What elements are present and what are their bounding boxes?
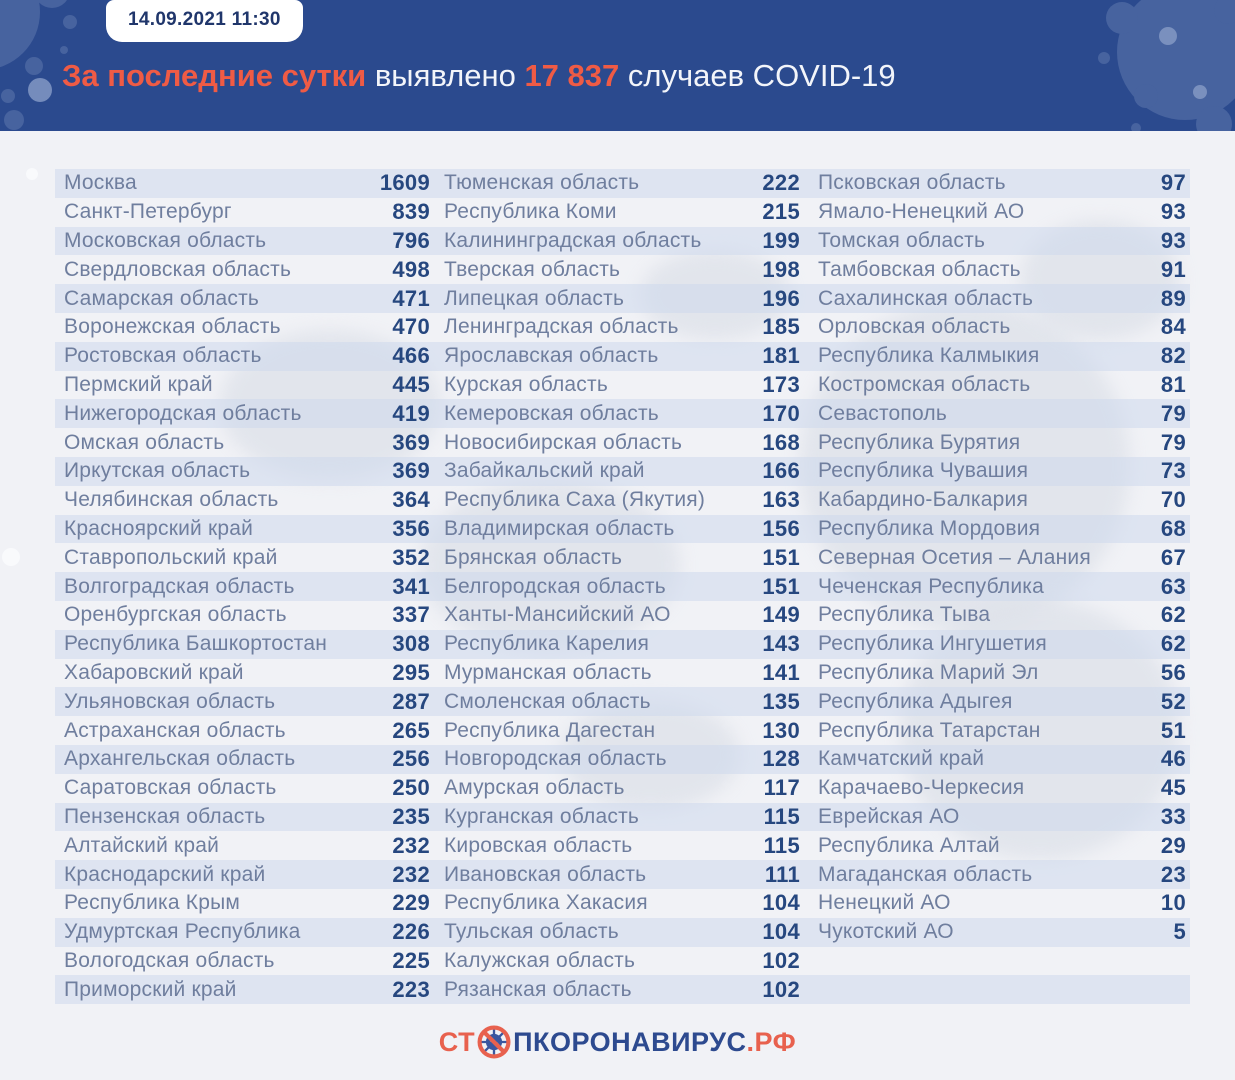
region-value: 97 (1160, 170, 1186, 196)
region-value: 128 (762, 746, 800, 772)
region-cell (818, 631, 1186, 657)
table-row (55, 227, 1190, 256)
logo-mid: ПКОРОНАВИРУС (513, 1026, 747, 1057)
region-cell (55, 977, 430, 1003)
region-value: 93 (1160, 227, 1186, 253)
region-value: 168 (762, 429, 800, 455)
region-value: 166 (762, 458, 800, 484)
region-name: Республика Мордовия (818, 516, 1041, 540)
region-name: Хабаровский край (64, 660, 244, 684)
region-cell (444, 314, 800, 340)
region-name: Карачаево-Черкесия (818, 776, 1025, 800)
region-value: 84 (1160, 314, 1186, 340)
table-row (55, 687, 1190, 716)
table-row (55, 630, 1190, 659)
region-cell (444, 804, 800, 830)
region-name: Алтайский край (64, 833, 220, 857)
region-value: 115 (763, 832, 800, 858)
region-value: 156 (762, 515, 800, 541)
region-value: 839 (392, 199, 430, 225)
region-value: 498 (392, 256, 430, 282)
region-name: Республика Чувашия (818, 459, 1029, 483)
region-value: 130 (762, 717, 800, 743)
region-value: 63 (1160, 573, 1186, 599)
region-table (55, 169, 1190, 1004)
region-cell (444, 516, 800, 542)
region-cell (444, 948, 800, 974)
title-highlight: За последние сутки (62, 58, 367, 93)
region-name: Кемеровская область (444, 401, 659, 425)
region-name: Самарская область (64, 286, 260, 310)
table-row (55, 284, 1190, 313)
region-cell (818, 257, 1186, 283)
region-name: Камчатский край (818, 747, 985, 771)
region-name: Республика Адыгея (818, 689, 1013, 713)
region-name: Кабардино-Балкария (818, 488, 1029, 512)
table-row (55, 947, 1190, 976)
region-cell (444, 343, 800, 369)
region-cell (818, 372, 1186, 398)
region-value: 102 (762, 947, 800, 973)
region-cell (818, 919, 1186, 945)
region-name: Брянская область (444, 545, 623, 569)
table-row (55, 860, 1190, 889)
region-name: Калининградская область (444, 228, 702, 252)
region-value: 223 (392, 976, 430, 1002)
region-cell (818, 516, 1186, 542)
region-value: 104 (762, 919, 800, 945)
title-total-count: 17 837 (524, 58, 620, 93)
region-name: Кировская область (444, 833, 633, 857)
region-name: Ямало-Ненецкий АО (818, 200, 1025, 224)
region-name: Тверская область (444, 257, 621, 281)
region-cell (55, 401, 430, 427)
region-cell (444, 545, 800, 571)
region-name: Пензенская область (64, 804, 266, 828)
region-name: Еврейская АО (818, 804, 960, 828)
region-value: 250 (392, 775, 430, 801)
region-name: Челябинская область (64, 488, 279, 512)
region-cell (55, 833, 430, 859)
region-cell (444, 430, 800, 456)
region-name: Сахалинская область (818, 286, 1034, 310)
region-value: 62 (1160, 602, 1186, 628)
region-value: 226 (392, 919, 430, 945)
region-value: 135 (762, 688, 800, 714)
region-cell (444, 199, 800, 225)
region-value: 222 (762, 170, 800, 196)
region-cell (55, 602, 430, 628)
region-value: 1609 (379, 170, 430, 196)
region-cell (444, 458, 800, 484)
region-cell (818, 401, 1186, 427)
table-row (55, 774, 1190, 803)
region-name: Нижегородская область (64, 401, 302, 425)
region-value: 102 (762, 976, 800, 1002)
region-name: Новгородская область (444, 747, 667, 771)
region-cell (818, 718, 1186, 744)
region-cell (55, 516, 430, 542)
region-cell (444, 602, 800, 628)
region-name: Тюменская область (444, 171, 640, 195)
region-cell (55, 862, 430, 888)
region-cell (55, 170, 430, 196)
region-name: Тамбовская область (818, 257, 1021, 281)
region-cell (55, 746, 430, 772)
region-name: Курганская область (444, 804, 640, 828)
region-name: Владимирская область (444, 516, 675, 540)
region-value: 265 (392, 717, 430, 743)
table-row (55, 543, 1190, 572)
region-cell (444, 746, 800, 772)
region-name: Республика Башкортостан (64, 632, 328, 656)
region-name: Северная Осетия – Алания (818, 545, 1091, 569)
table-row (55, 803, 1190, 832)
region-name: Воронежская область (64, 315, 281, 339)
region-value: 56 (1160, 659, 1186, 685)
region-name: Ханты-Мансийский АО (444, 603, 671, 627)
region-cell (818, 228, 1186, 254)
region-cell (818, 199, 1186, 225)
region-cell (818, 458, 1186, 484)
table-row (55, 889, 1190, 918)
region-cell (444, 487, 800, 513)
region-value: 185 (762, 314, 800, 340)
region-cell (444, 689, 800, 715)
region-cell (818, 833, 1186, 859)
stopcoronavirus-logo (439, 1024, 796, 1060)
region-name: Белгородская область (444, 574, 666, 598)
region-cell (818, 314, 1186, 340)
region-name: Ярославская область (444, 344, 659, 368)
region-value: 287 (392, 688, 430, 714)
region-value: 93 (1160, 199, 1186, 225)
region-value: 352 (392, 544, 430, 570)
region-name: Курская область (444, 372, 608, 396)
region-name: Республика Алтай (818, 833, 1000, 857)
region-name: Республика Коми (444, 200, 617, 224)
region-cell (55, 919, 430, 945)
region-name: Магаданская область (818, 862, 1033, 886)
region-cell (55, 458, 430, 484)
region-name: Астраханская область (64, 718, 286, 742)
region-cell (55, 660, 430, 686)
region-cell (818, 602, 1186, 628)
region-name: Республика Калмыкия (818, 344, 1040, 368)
region-cell (444, 718, 800, 744)
region-cell (55, 487, 430, 513)
region-value: 256 (392, 746, 430, 772)
region-cell (444, 286, 800, 312)
region-name: Чеченская Республика (818, 574, 1044, 598)
region-value: 79 (1160, 429, 1186, 455)
logo-prefix: СТ (438, 1026, 476, 1057)
region-cell (818, 574, 1186, 600)
region-value: 70 (1160, 487, 1186, 513)
region-cell (818, 170, 1186, 196)
region-value: 369 (392, 429, 430, 455)
region-name: Чукотский АО (818, 920, 954, 944)
region-cell (444, 170, 800, 196)
region-cell (55, 199, 430, 225)
region-cell (444, 372, 800, 398)
region-value: 796 (392, 227, 430, 253)
region-value: 337 (392, 602, 430, 628)
region-name: Омская область (64, 430, 225, 454)
title-tail: случаев COVID-19 (619, 58, 896, 93)
region-name: Волгоградская область (64, 574, 295, 598)
region-name: Республика Бурятия (818, 430, 1021, 454)
footer (0, 1024, 1235, 1060)
region-name: Свердловская область (64, 257, 292, 281)
region-name: Москва (64, 171, 137, 195)
region-value: 62 (1160, 631, 1186, 657)
region-cell (55, 718, 430, 744)
region-value: 117 (763, 775, 800, 801)
table-row (55, 572, 1190, 601)
region-value: 89 (1160, 285, 1186, 311)
region-value: 10 (1160, 890, 1186, 916)
region-name: Ростовская область (64, 344, 262, 368)
region-value: 151 (762, 544, 800, 570)
region-value: 45 (1160, 775, 1186, 801)
region-cell (55, 574, 430, 600)
table-row (55, 831, 1190, 860)
region-cell (55, 775, 430, 801)
region-value: 356 (392, 515, 430, 541)
region-value: 91 (1160, 256, 1186, 282)
region-cell (55, 372, 430, 398)
region-name: Тульская область (444, 920, 619, 944)
region-cell (444, 631, 800, 657)
region-name: Оренбургская область (64, 603, 287, 627)
region-value: 82 (1160, 343, 1186, 369)
region-value: 229 (392, 890, 430, 916)
table-row (55, 342, 1190, 371)
logo-suffix: .РФ (746, 1026, 797, 1057)
region-value: 199 (762, 227, 800, 253)
region-value: 196 (762, 285, 800, 311)
region-value: 81 (1160, 371, 1186, 397)
region-value: 471 (392, 285, 430, 311)
table-row (55, 169, 1190, 198)
region-value: 67 (1160, 544, 1186, 570)
region-cell (444, 862, 800, 888)
region-name: Республика Хакасия (444, 891, 648, 915)
region-name: Калужская область (444, 948, 636, 972)
table-row (55, 975, 1190, 1004)
region-cell (444, 833, 800, 859)
region-name: Республика Марий Эл (818, 660, 1039, 684)
region-cell (818, 545, 1186, 571)
region-name: Республика Саха (Якутия) (444, 488, 706, 512)
region-cell (55, 948, 430, 974)
table-row (55, 745, 1190, 774)
region-cell (818, 487, 1186, 513)
region-value: 143 (762, 631, 800, 657)
region-name: Краснодарский край (64, 862, 266, 886)
region-name: Архангельская область (64, 747, 296, 771)
region-cell (444, 228, 800, 254)
region-value: 79 (1160, 400, 1186, 426)
region-value: 141 (762, 659, 800, 685)
region-value: 5 (1173, 919, 1186, 945)
region-value: 369 (392, 458, 430, 484)
region-name: Томская область (818, 228, 986, 252)
region-cell (444, 919, 800, 945)
region-name: Липецкая область (444, 286, 625, 310)
region-value: 419 (392, 400, 430, 426)
region-cell (818, 286, 1186, 312)
region-name: Ненецкий АО (818, 891, 951, 915)
region-value: 52 (1160, 688, 1186, 714)
region-cell (55, 631, 430, 657)
region-value: 445 (392, 371, 430, 397)
region-name: Санкт-Петербург (64, 200, 232, 224)
region-value: 470 (392, 314, 430, 340)
region-name: Ивановская область (444, 862, 647, 886)
region-name: Рязанская область (444, 977, 632, 1001)
page-title (62, 56, 896, 96)
region-cell (818, 746, 1186, 772)
region-name: Орловская область (818, 315, 1011, 339)
region-cell (818, 430, 1186, 456)
region-name: Приморский край (64, 977, 237, 1001)
title-mid: выявлено (366, 58, 525, 93)
region-name: Республика Ингушетия (818, 632, 1048, 656)
region-cell (818, 660, 1186, 686)
region-cell (444, 775, 800, 801)
region-value: 33 (1160, 803, 1186, 829)
region-name: Московская область (64, 228, 267, 252)
region-name: Республика Крым (64, 891, 241, 915)
table-row (55, 371, 1190, 400)
region-name: Новосибирская область (444, 430, 683, 454)
date-badge: 14.09.2021 11:30 (106, 0, 303, 42)
region-value: 198 (762, 256, 800, 282)
table-row (55, 198, 1190, 227)
region-name: Мурманская область (444, 660, 652, 684)
region-cell (55, 257, 430, 283)
region-name: Вологодская область (64, 948, 275, 972)
region-name: Севастополь (818, 401, 947, 425)
region-value: 308 (392, 631, 430, 657)
table-row (55, 486, 1190, 515)
region-cell (55, 286, 430, 312)
region-value: 29 (1160, 832, 1186, 858)
region-name: Республика Тыва (818, 603, 991, 627)
region-name: Республика Карелия (444, 632, 650, 656)
table-row (55, 399, 1190, 428)
region-cell (818, 343, 1186, 369)
table-row (55, 457, 1190, 486)
region-value: 295 (392, 659, 430, 685)
region-cell (444, 660, 800, 686)
table-row (55, 313, 1190, 342)
region-value: 151 (762, 573, 800, 599)
no-virus-icon (476, 1024, 512, 1060)
region-name: Ульяновская область (64, 689, 276, 713)
region-cell (818, 890, 1186, 916)
region-value: 215 (762, 199, 800, 225)
region-cell (55, 804, 430, 830)
table-row (55, 716, 1190, 745)
region-cell (444, 574, 800, 600)
region-cell (55, 689, 430, 715)
region-cell (444, 401, 800, 427)
region-name: Удмуртская Республика (64, 920, 301, 944)
region-value: 73 (1160, 458, 1186, 484)
region-value: 163 (762, 487, 800, 513)
region-cell (444, 257, 800, 283)
region-value: 111 (764, 861, 800, 887)
region-name: Республика Дагестан (444, 718, 656, 742)
region-cell (55, 890, 430, 916)
region-value: 51 (1160, 717, 1186, 743)
region-value: 68 (1160, 515, 1186, 541)
region-cell (818, 689, 1186, 715)
region-cell (818, 804, 1186, 830)
region-name: Забайкальский край (444, 459, 645, 483)
region-value: 341 (392, 573, 430, 599)
region-cell (55, 228, 430, 254)
region-cell (818, 862, 1186, 888)
region-value: 115 (763, 803, 800, 829)
table-row (55, 601, 1190, 630)
region-value: 466 (392, 343, 430, 369)
region-name: Амурская область (444, 776, 625, 800)
region-name: Костромская область (818, 372, 1031, 396)
table-row (55, 918, 1190, 947)
region-value: 232 (392, 861, 430, 887)
region-value: 364 (392, 487, 430, 513)
region-name: Пермский край (64, 372, 213, 396)
region-name: Ставропольский край (64, 545, 278, 569)
region-cell (818, 775, 1186, 801)
region-name: Саратовская область (64, 776, 277, 800)
region-cell (444, 977, 800, 1003)
region-value: 149 (762, 602, 800, 628)
region-value: 170 (762, 400, 800, 426)
region-value: 23 (1160, 861, 1186, 887)
region-value: 232 (392, 832, 430, 858)
region-value: 104 (762, 890, 800, 916)
region-value: 235 (392, 803, 430, 829)
region-cell (444, 890, 800, 916)
table-row (55, 255, 1190, 284)
region-name: Иркутская область (64, 459, 251, 483)
region-cell (55, 430, 430, 456)
table-row (55, 515, 1190, 544)
region-name: Псковская область (818, 171, 1006, 195)
region-value: 173 (762, 371, 800, 397)
region-value: 46 (1160, 746, 1186, 772)
region-cell (55, 314, 430, 340)
table-row (55, 428, 1190, 457)
region-value: 181 (762, 343, 800, 369)
region-name: Смоленская область (444, 689, 651, 713)
region-name: Красноярский край (64, 516, 254, 540)
table-row (55, 659, 1190, 688)
region-name: Ленинградская область (444, 315, 679, 339)
region-cell (55, 343, 430, 369)
region-cell (55, 545, 430, 571)
region-name: Республика Татарстан (818, 718, 1041, 742)
region-value: 225 (392, 947, 430, 973)
